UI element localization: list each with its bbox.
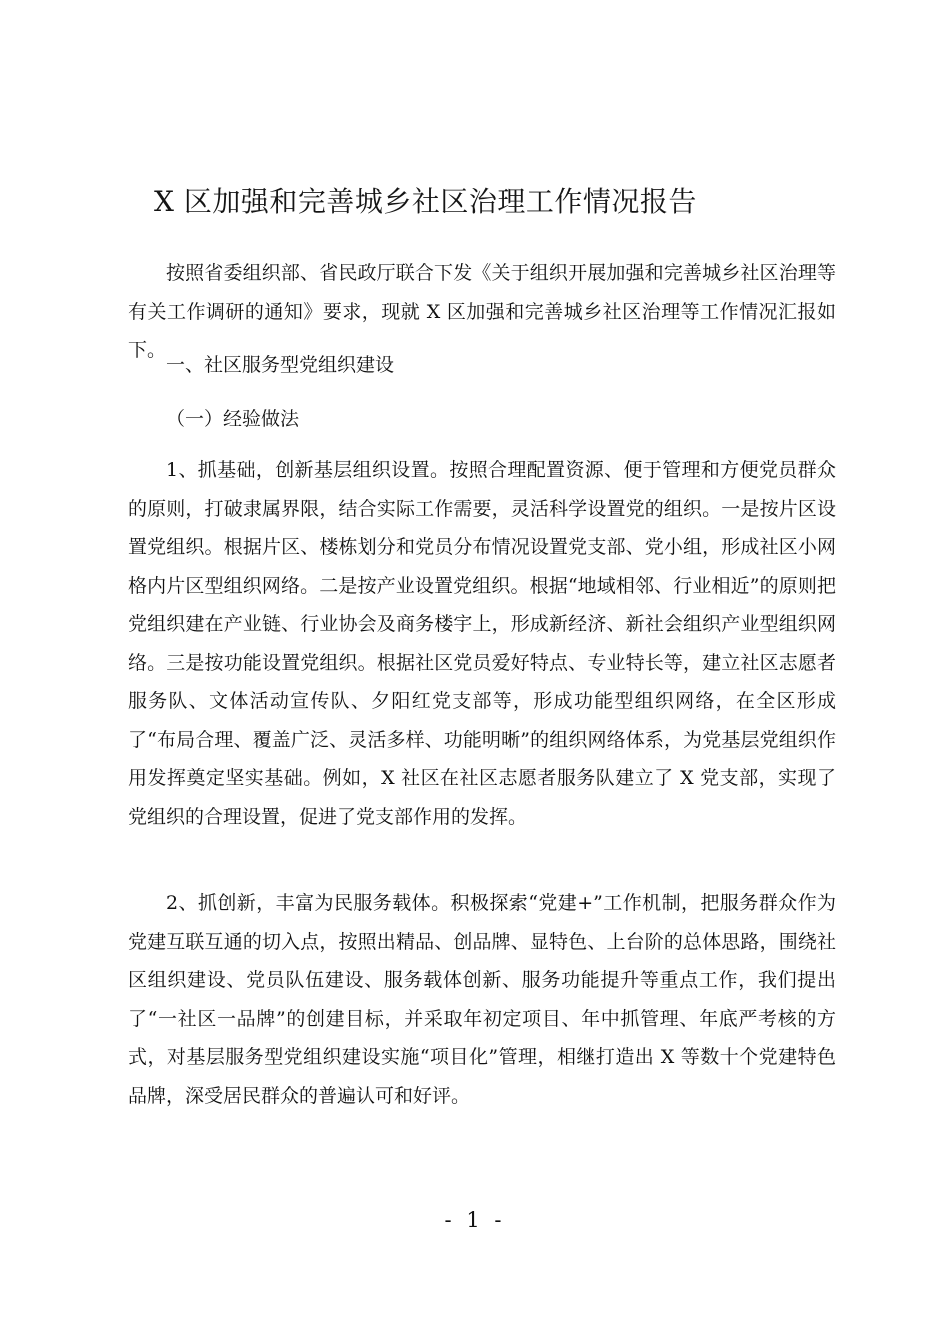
body-paragraph-2: 2、抓创新，丰富为民服务载体。积极探索“党建+”工作机制，把服务群众作为党建互联互通的切入点，按照出精品、创品牌、显特色、上台阶的总体思路，围绕社区组织建设、党员队伍建设、服务载体创新、服务功能提升等重点工作，我们提出了“一社区一品牌”的创建目标，并采取年初定项目、年中抓管理、年底严考核的方式，对基层服务型党组织建设实施“项目化”管理，相继打造出 X 等数十个党建特色品牌，深受居民群众的普遍认可和好评。	[128, 892, 836, 1107]
body-paragraph-1: 1、抓基础，创新基层组织设置。按照合理配置资源、便于管理和方便党员群众的原则，打破隶属界限，结合实际工作需要，灵活科学设置党的组织。一是按片区设置党组织。根据片区、楼栋划分和党员分布情况设置党支部、党小组，形成社区小网格内片区型组织网络。二是按产业设置党组织。根据“地域相邻、行业相近”的原则把党组织建在产业链、行业协会及商务楼宇上，形成新经济、新社会组织产业型组织网络。三是按功能设置党组织。根据社区党员爱好特点、专业特长等，建立社区志愿者服务队、文体活动宣传队、夕阳红党支部等，形成功能型组织网络，在全区形成了“布局合理、覆盖广泛、灵活多样、功能明晰”的组织网络体系，为党基层党组织作用发挥奠定坚实基础。例如，X 社区在社区志愿者服务队建立了 X 党支部，实现了党组织的合理设置，促进了党支部作用的发挥。	[128, 459, 836, 828]
intro-paragraph: 按照省委组织部、省民政厅联合下发《关于组织开展加强和完善城乡社区治理等有关工作调研的通知》要求，现就 X 区加强和完善城乡社区治理等工作情况汇报如下。	[128, 262, 836, 361]
page-number: - 1 -	[444, 1208, 506, 1232]
section-heading: 一、社区服务型党组织建设	[166, 354, 395, 376]
subsection-heading: （一）经验做法	[166, 408, 300, 430]
document-title: X 区加强和完善城乡社区治理工作情况报告	[154, 185, 697, 218]
